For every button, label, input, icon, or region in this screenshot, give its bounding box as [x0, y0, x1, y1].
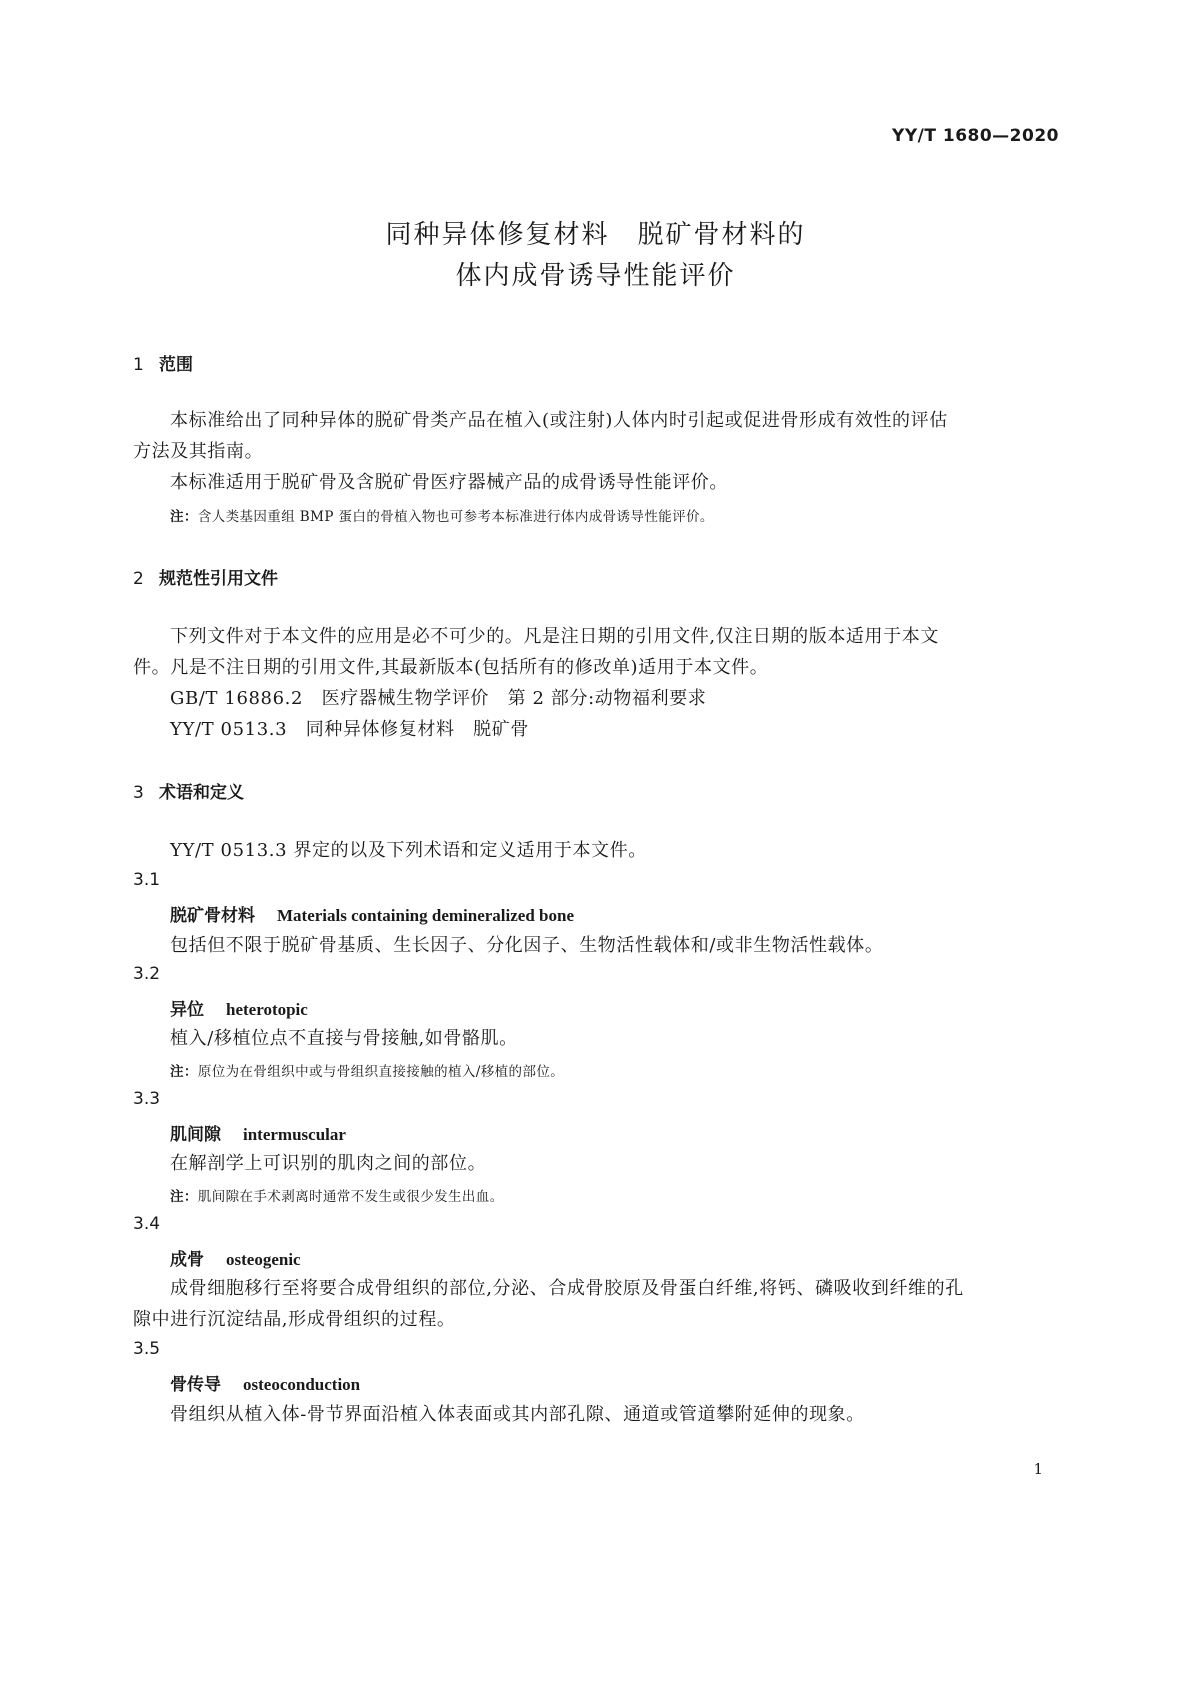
term-number: 3.4 — [133, 1214, 161, 1234]
s1-paragraph-1-line-2: 方法及其指南。 — [133, 441, 264, 462]
term-en: Materials containing demineralized bone — [277, 906, 575, 925]
note-label: 注： — [170, 1189, 198, 1205]
term-en: osteogenic — [226, 1250, 301, 1269]
term-zh: 脱矿骨材料 — [170, 906, 255, 926]
term-zh: 成骨 — [170, 1250, 204, 1270]
section-1-heading — [133, 350, 193, 375]
term-definition: 骨组织从植入体-骨节界面沿植入体表面或其内部孔隙、通道或管道攀附延伸的现象。 — [170, 1404, 865, 1425]
note-label: 注： — [170, 509, 198, 525]
term-heading — [170, 901, 574, 926]
term-zh: 肌间隙 — [170, 1125, 221, 1145]
section-2-heading — [133, 564, 278, 589]
term-definition: 植入/移植位点不直接与骨接触,如骨骼肌。 — [170, 1028, 518, 1049]
term-heading — [170, 1245, 301, 1270]
s2-paragraph-line-2: 件。凡是不注日期的引用文件,其最新版本(包括所有的修改单)适用于本文件。 — [133, 657, 769, 678]
s1-paragraph-1-line-1: 本标准给出了同种异体的脱矿骨类产品在植入(或注射)人体内时引起或促进骨形成有效性的评估 — [170, 410, 948, 431]
term-en: osteoconduction — [243, 1375, 361, 1394]
section-3-heading — [133, 778, 244, 803]
section-number: 3 — [133, 783, 144, 803]
note-label: 注： — [170, 1064, 198, 1080]
term-definition-line-2: 隙中进行沉淀结晶,形成骨组织的过程。 — [133, 1309, 456, 1330]
section-title: 术语和定义 — [159, 783, 244, 803]
reference-2: YY/T 0513.3 同种异体修复材料 脱矿骨 — [170, 719, 529, 740]
term-en: intermuscular — [243, 1125, 346, 1144]
term-en: heterotopic — [226, 1000, 308, 1019]
note-text: 肌间隙在手术剥离时通常不发生或很少发生出血。 — [197, 1189, 504, 1205]
s3-intro: YY/T 0513.3 界定的以及下列术语和定义适用于本文件。 — [170, 840, 647, 861]
term-zh: 异位 — [170, 1000, 204, 1020]
term-zh: 骨传导 — [170, 1375, 221, 1395]
section-number: 1 — [133, 355, 144, 375]
term-note — [170, 1060, 564, 1080]
section-title: 范围 — [159, 355, 193, 375]
term-definition: 包括但不限于脱矿骨基质、生长因子、分化因子、生物活性载体和/或非生物活性载体。 — [170, 935, 884, 956]
s1-paragraph-2: 本标准适用于脱矿骨及含脱矿骨医疗器械产品的成骨诱导性能评价。 — [170, 472, 728, 493]
s1-note — [170, 505, 714, 525]
term-number: 3.3 — [133, 1089, 161, 1109]
page-number: 1 — [1033, 1460, 1043, 1478]
note-text: 原位为在骨组织中或与骨组织直接接触的植入/移植的部位。 — [197, 1064, 565, 1080]
term-number: 3.5 — [133, 1339, 161, 1359]
standard-number: YY/T 1680—2020 — [892, 126, 1059, 146]
term-number: 3.1 — [133, 870, 161, 890]
term-note — [170, 1185, 504, 1205]
reference-1: GB/T 16886.2 医疗器械生物学评价 第 2 部分:动物福利要求 — [170, 688, 707, 709]
term-heading — [170, 1120, 346, 1145]
section-title: 规范性引用文件 — [159, 569, 278, 589]
note-text: 含人类基因重组 BMP 蛋白的骨植入物也可参考本标准进行体内成骨诱导性能评价。 — [197, 509, 714, 525]
title-line-1: 同种异体修复材料 脱矿骨材料的 — [385, 220, 806, 250]
title-line-2: 体内成骨诱导性能评价 — [455, 261, 736, 291]
term-heading — [170, 995, 308, 1020]
term-definition: 在解剖学上可识别的肌肉之间的部位。 — [170, 1153, 487, 1174]
term-number: 3.2 — [133, 964, 161, 984]
term-heading — [170, 1370, 360, 1395]
term-definition-line-1: 成骨细胞移行至将要合成骨组织的部位,分泌、合成骨胶原及骨蛋白纤维,将钙、磷吸收到纤维的孔 — [170, 1278, 964, 1299]
s2-paragraph-line-1: 下列文件对于本文件的应用是必不可少的。凡是注日期的引用文件,仅注日期的版本适用于本文 — [170, 626, 939, 647]
section-number: 2 — [133, 569, 144, 589]
